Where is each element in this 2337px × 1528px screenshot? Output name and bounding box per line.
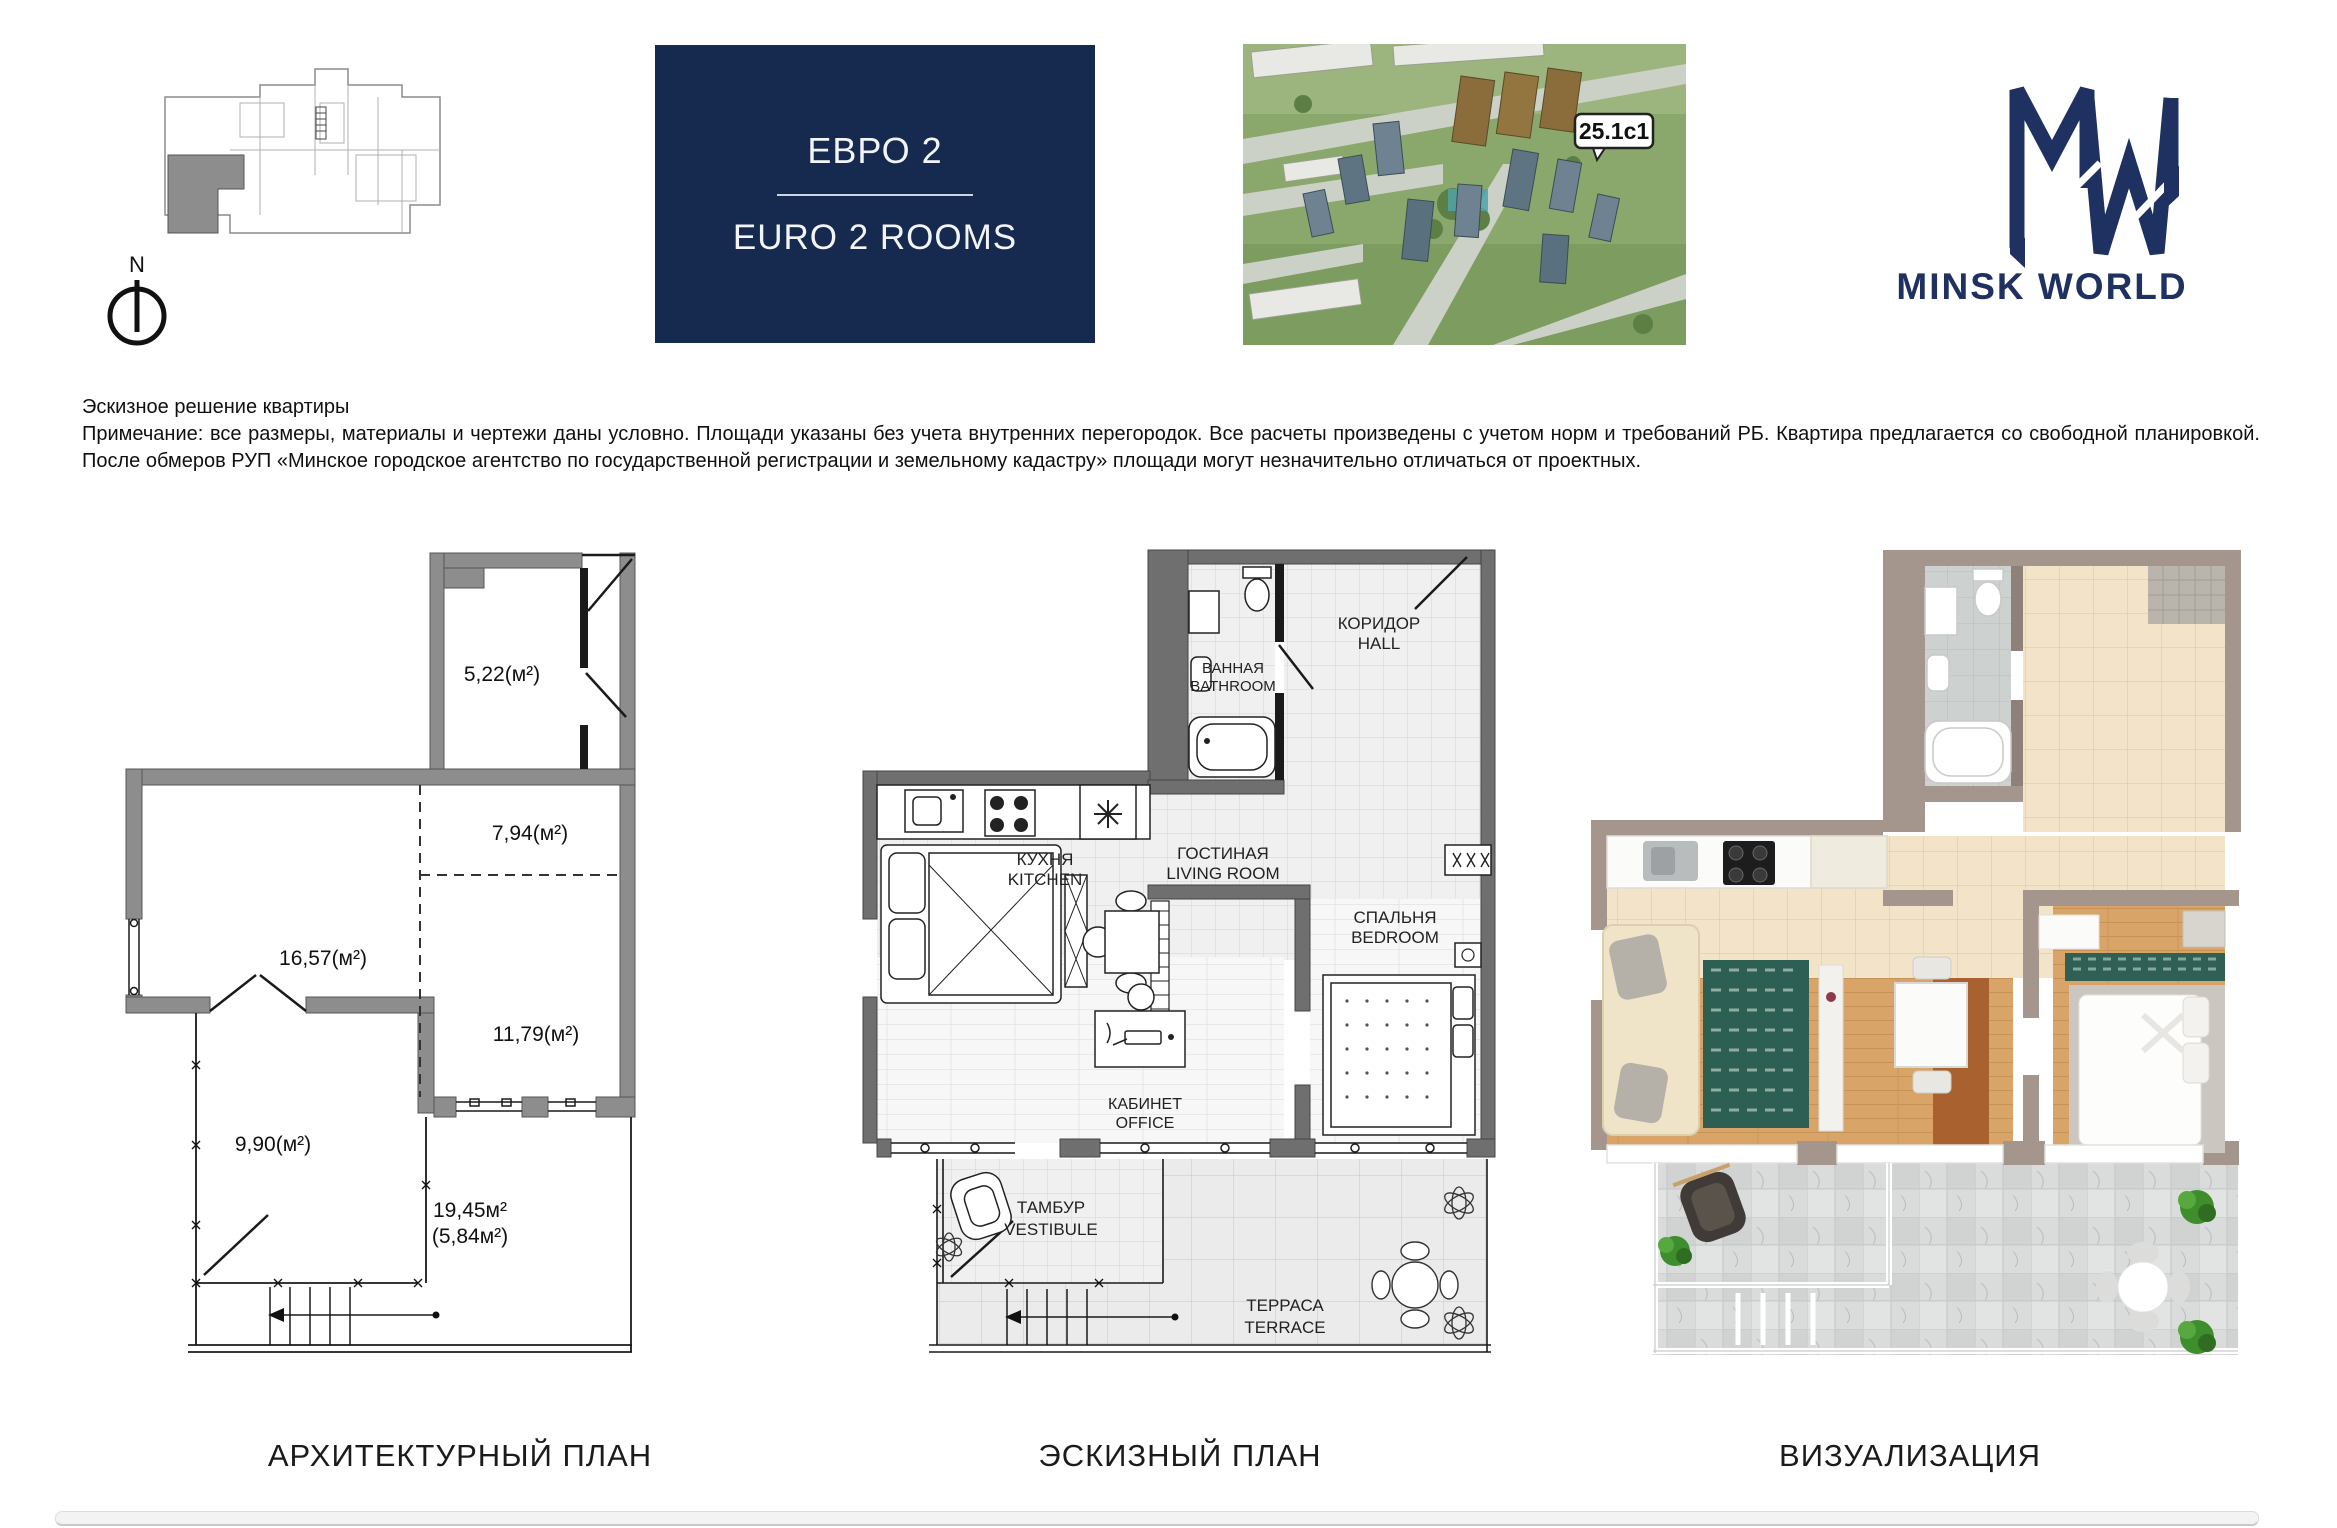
label-vestibule-en: VESTIBULE [1004,1220,1098,1239]
disclaimer-title: Эскизное решение квартиры [82,396,350,418]
caption-architectural-plan: АРХИТЕКТУРНЫЙ ПЛАН [267,1438,653,1473]
label-terrace-ru: ТЕРРАСА [1246,1296,1324,1315]
label-office-ru: КАБИНЕТ [1108,1096,1182,1113]
label-bedroom-en: BEDROOM [1351,928,1439,947]
area-hall-zone: 7,94(м²) [491,822,569,845]
aerial-render [1243,44,1686,345]
label-terrace-en: TERRACE [1244,1318,1326,1337]
label-hall-ru: КОРИДОР [1337,614,1421,633]
caption-visualization: ВИЗУАЛИЗАЦИЯ [1779,1438,2041,1473]
label-kitchen-en: KITCHEN [1007,870,1083,889]
area-kitchen-zone: 16,57(м²) [279,947,367,970]
label-bathroom-ru: ВАННАЯ [1201,660,1265,677]
visualization-render [1583,545,2251,1375]
disclaimer-block [82,394,2260,475]
label-living-ru: ГОСТИНАЯ [1177,844,1269,863]
disclaimer-note: Примечание: все размеры, материалы и чертежи даны условно. Площади указаны без учета внутренних перегородок. Все расчеты произведены с учетом норм и требований РБ. Квартира предлагается со свободной планировкой. [82,423,2260,445]
apartment-type-card [655,45,1095,343]
logo-wordmark: MINSK WORLD [1896,266,2188,307]
type-title-en: EURO 2 ROOMS [732,218,1018,257]
sketch-plan [855,545,1503,1375]
label-office-en: OFFICE [1115,1115,1175,1132]
area-terrace-reduced: (5,84м²) [431,1225,509,1248]
label-living-en: LIVING ROOM [1166,864,1280,883]
area-annex: 9,90(м²) [234,1133,312,1156]
north-label: N [129,252,145,277]
north-arrow-icon [92,248,182,358]
disclaimer-note2: После обмеров РУП «Минское городское агентство по государственной регистрации и земельному кадастру» площади могут незначительно отличаться от проектных. [82,450,1642,472]
area-storage: 5,22(м²) [463,663,541,686]
area-room-zone: 11,79(м²) [492,1023,580,1046]
bottom-scrollbar[interactable] [55,1511,2259,1526]
label-kitchen-ru: КУХНЯ [1016,850,1074,869]
callout-text: 25.1с1 [1578,118,1650,144]
label-hall-en: HALL [1357,634,1401,653]
label-bathroom-en: BATHROOM [1190,678,1276,695]
title-divider [777,194,973,196]
type-title-ru: ЕВРО 2 [807,130,943,171]
architectural-plan [118,545,766,1375]
area-terrace: 19,45м² [433,1199,507,1222]
label-bedroom-ru: СПАЛЬНЯ [1353,908,1437,927]
label-vestibule-ru: ТАМБУР [1016,1198,1086,1217]
caption-sketch-plan: ЭСКИЗНЫЙ ПЛАН [1038,1438,1322,1473]
